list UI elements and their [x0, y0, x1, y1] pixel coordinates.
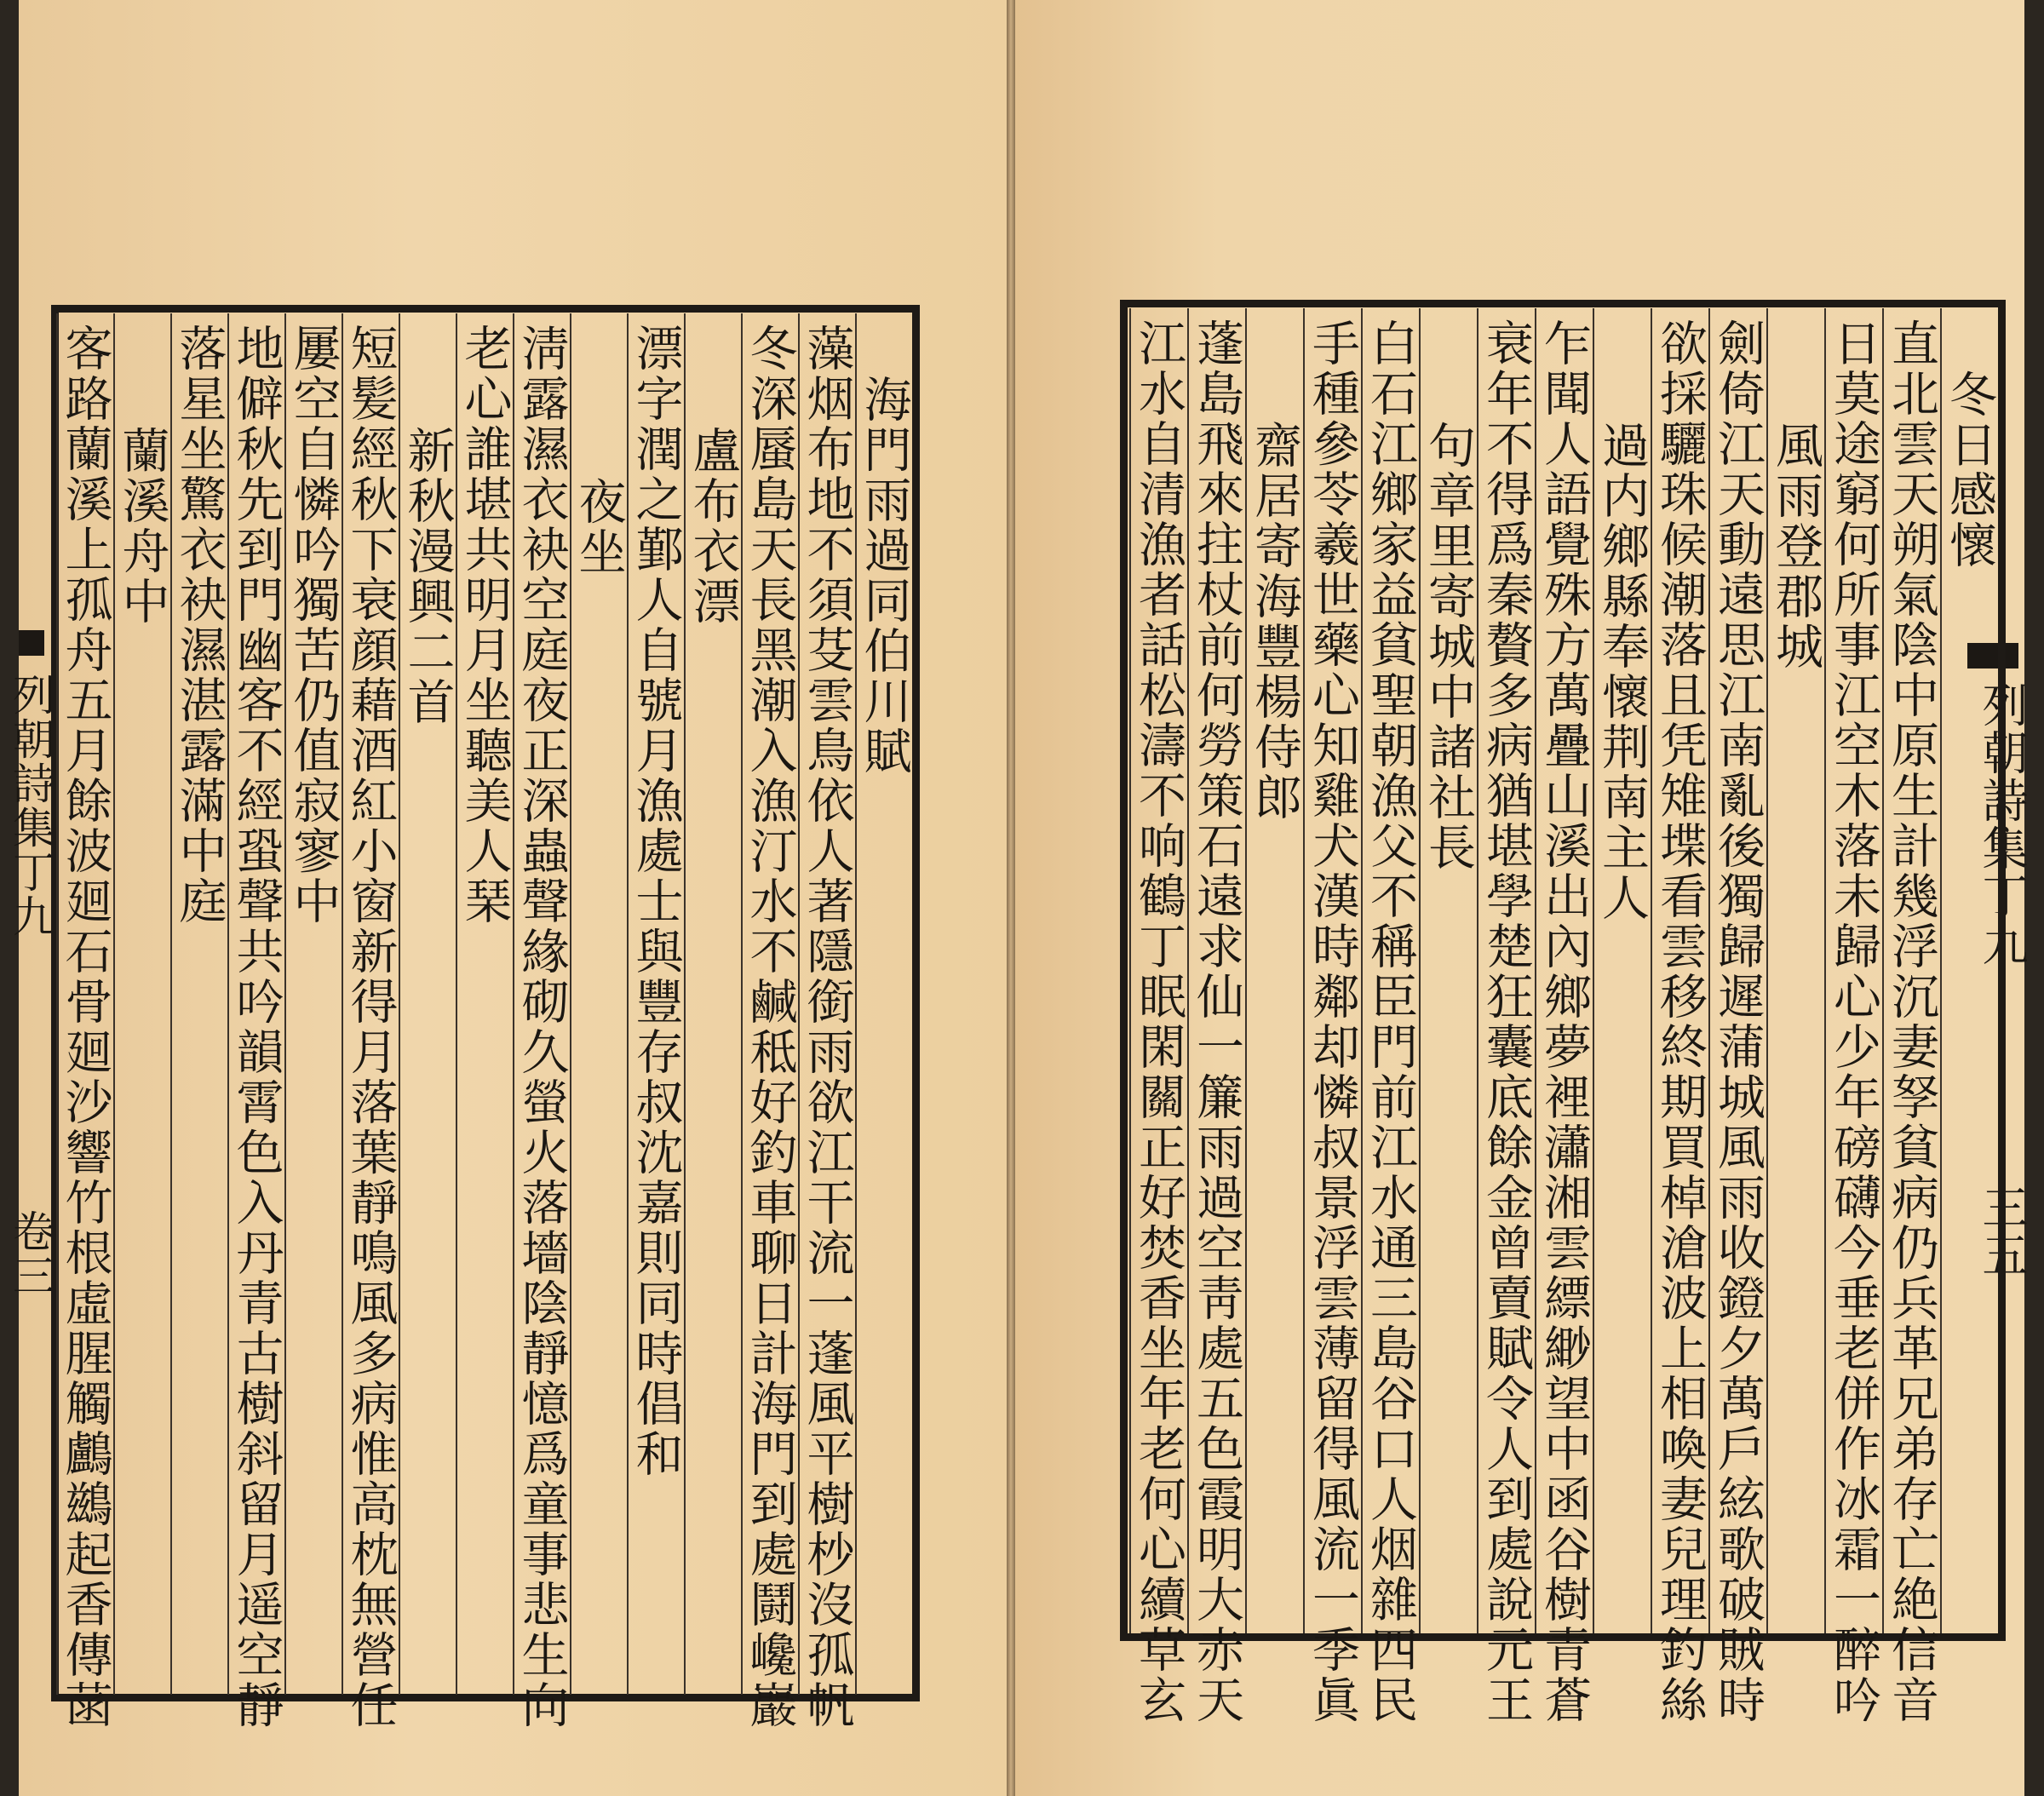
right-text-column: 風雨登郡城: [1768, 421, 1823, 672]
right-text-column: 白石江鄉家益貧聖朝漁父不稱臣門前江水通三島谷口人烟雜四民: [1363, 318, 1418, 1725]
right-edge-number: 三五: [1975, 1184, 2029, 1279]
left-text-column: 地僻秋先到門幽客不經蛩聲共吟韻霄色入丹青古樹斜留月遥空靜: [228, 324, 284, 1730]
right-text-column: 欲採驪珠候潮落且凭雉堞看雲移終期買棹滄波上相喚妻兒理釣絲: [1652, 318, 1708, 1725]
left-text-column: 蘭溪舟中: [114, 426, 170, 627]
left-text-column: 客路蘭溪上孤舟五月餘波廻石骨廻沙響竹根虛腥觸鸕鷀起香傳菡: [57, 324, 113, 1730]
left-edge-number: 卷三: [6, 1209, 55, 1298]
right-text-column: 齋居寄海豐楊侍郎: [1247, 421, 1302, 823]
left-text-column: 盧布衣漂: [685, 426, 741, 627]
fish-tail-mark: [19, 630, 44, 656]
right-text-column: 蓬島飛來拄杖前何勞策石遠求仙一簾雨過空靑處五色霞明大赤天: [1189, 318, 1244, 1725]
left-text-column: 漂字潤之鄞人自號月漁處士與豐存叔沈嘉則同時倡和: [628, 324, 684, 1479]
left-text-column: 冬深蜃島天長黑潮入漁汀水不鹹秪好釣車聊日計海門到處鬪巉巖: [742, 324, 798, 1730]
book-spine: [1007, 0, 1015, 1796]
left-text-column: 夜坐: [571, 477, 627, 577]
right-text-column: 衰年不得爲秦贅多病猶堪學楚狂囊底餘金曾賣賦令人到處說元王: [1478, 318, 1534, 1725]
left-text-column: 淸露濕衣袂空庭夜正深蟲聲緣砌久螢火落墻陰靜憶爲童事悲生向: [514, 324, 570, 1730]
left-edge-title: 列朝詩集丁九: [6, 673, 55, 938]
right-text-column: 江水自清漁者話松濤不响鶴丁眠閑關正好焚香坐年老何心續草玄: [1131, 318, 1186, 1725]
left-text-column: 屢空自憐吟獨苦仍值寂寥中: [285, 324, 342, 927]
left-text-column: 老心誰堪共明月坐聽美人琹: [456, 324, 513, 927]
right-edge-title: 列朝詩集丁九: [1975, 681, 2029, 967]
left-text-column: 海門雨過同伯川賦: [856, 375, 912, 777]
right-text-column: 過内鄉縣奉懷荆南主人: [1594, 421, 1650, 923]
left-text-column: 短髪經秋下衰顔藉酒紅小窗新得月落葉靜鳴風多病惟高枕無營任: [342, 324, 399, 1730]
right-text-column: 劍倚江天動遠思江南亂後獨歸遲蒲城風雨收鐙夕萬戶絃歌破賊時: [1710, 318, 1766, 1725]
right-text-column: 手種參苓羲世藥心知雞犬漢時鄰却憐叔景浮雲薄留得風流一季眞: [1305, 318, 1360, 1725]
left-text-column: 藻烟布地不須芟雲鳥依人著隱銜雨欲江干流一蓬風平樹杪沒孤帆: [799, 324, 855, 1730]
left-text-column: 落星坐驚衣袂濕湛露滿中庭: [171, 324, 227, 927]
right-text-column: 乍聞人語覺殊方萬疊山溪出內鄉夢裡瀟湘雲縹緲望中函谷樹青蒼: [1536, 318, 1592, 1725]
right-text-column: 日莫途窮何所事江空木落未歸心少年磅礴今垂老併作冰霜一醉吟: [1826, 318, 1881, 1725]
left-text-column: 新秋漫興二首: [399, 426, 456, 727]
right-text-column: 直北雲天朔氣陰中原生計幾浮沉妻孥貧病仍兵革兄弟存亡絶信音: [1884, 318, 1939, 1725]
right-text-column: 句章里寄城中諸社長: [1421, 421, 1476, 873]
right-text-column: 冬日感懷: [1942, 370, 1997, 571]
